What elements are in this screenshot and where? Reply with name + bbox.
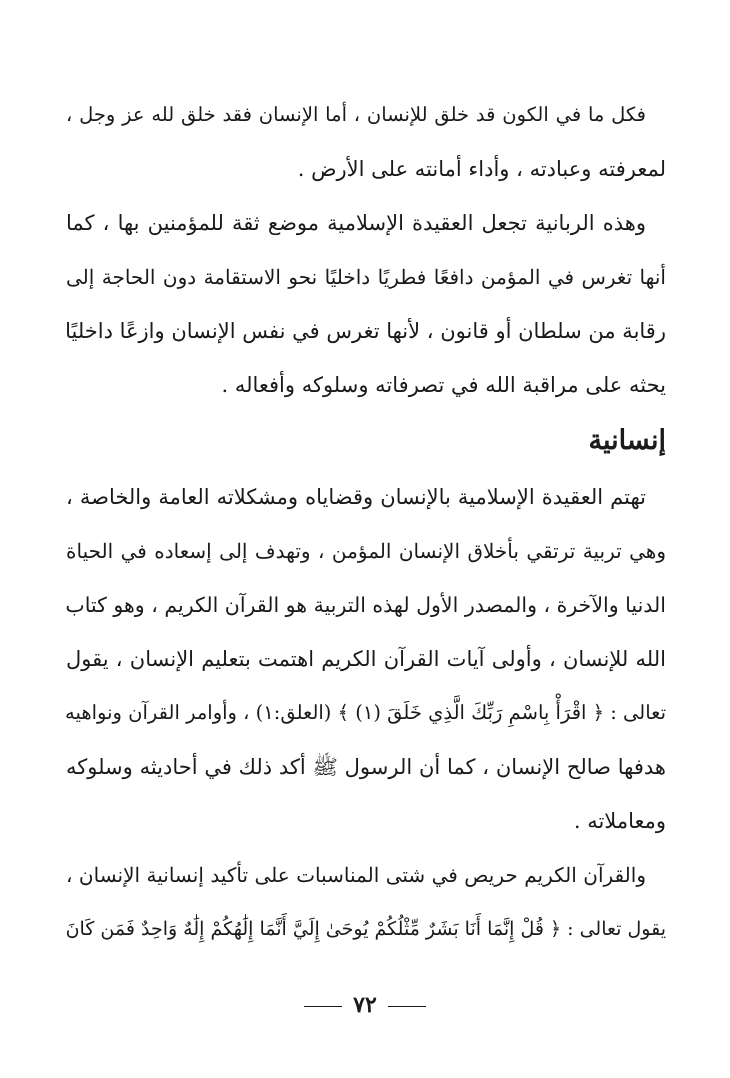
- left-rule: [304, 1006, 342, 1007]
- right-rule: [388, 1006, 426, 1007]
- paragraph-4: [66, 848, 666, 956]
- text-line: أنها تغرس في المؤمن دافعًا فطريًا داخليًا نحو الاستقامة دون الحاجة إلى: [66, 265, 666, 289]
- section-heading: إنسانية: [588, 425, 666, 456]
- page-number-text: ٧٢: [353, 992, 377, 1018]
- text-line: تهتم العقيدة الإسلامية بالإنسان وقضاياه ومشكلاته العامة والخاصة ،: [66, 485, 646, 509]
- text-line-with-quran-verse: يقول تعالى : ﴿ قُلْ إِنَّمَا أَنَا بَشَرٌ مِّثْلُكُمْ يُوحَىٰ إِلَيَّ أَنَّمَا إِلَٰهُكُمْ إِلَٰهٌ وَاحِدٌ فَمَن كَانَ: [65, 918, 666, 940]
- text-line: لمعرفته وعبادته ، وأداء أمانته على الأرض .: [297, 157, 666, 181]
- paragraph-2: [66, 196, 666, 412]
- text-line: وهذه الربانية تجعل العقيدة الإسلامية موضع ثقة للمؤمنين بها ، كما: [66, 211, 646, 235]
- paragraph-3: [66, 470, 666, 848]
- text-line: فكل ما في الكون قد خلق للإنسان ، أما الإنسان فقد خلق لله عز وجل ،: [66, 103, 646, 126]
- page-body: [66, 88, 666, 956]
- text-line: وهي تربية ترتقي بأخلاق الإنسان المؤمن ، وتهدف إلى إسعاده في الحياة: [66, 539, 666, 563]
- text-line: ومعاملاته .: [573, 809, 666, 833]
- text-line: رقابة من سلطان أو قانون ، لأنها تغرس في نفس الإنسان وازعًا داخليًا: [65, 319, 666, 343]
- text-line: هدفها صالح الإنسان ، كما أن الرسول ﷺ أكد ذلك في أحاديثه وسلوكه: [66, 755, 666, 779]
- text-line: والقرآن الكريم حريص في شتى المناسبات على تأكيد إنسانية الإنسان ،: [66, 863, 646, 887]
- text-line-with-quran-verse: تعالى : ﴿ اقْرَأْ بِاسْمِ رَبِّكَ الَّذِي خَلَقَ (١) ﴾ (العلق:١) ، وأوامر القرآن ونواهيه: [65, 701, 666, 724]
- text-line: الله للإنسان ، وأولى آيات القرآن الكريم اهتمت بتعليم الإنسان ، يقول: [66, 647, 666, 671]
- page-number: [0, 992, 730, 1018]
- text-line: يحثه على مراقبة الله في تصرفاته وسلوكه وأفعاله .: [221, 373, 666, 397]
- paragraph-1: [66, 88, 666, 196]
- text-line: الدنيا والآخرة ، والمصدر الأول لهذه التربية هو القرآن الكريم ، وهو كتاب: [65, 593, 666, 617]
